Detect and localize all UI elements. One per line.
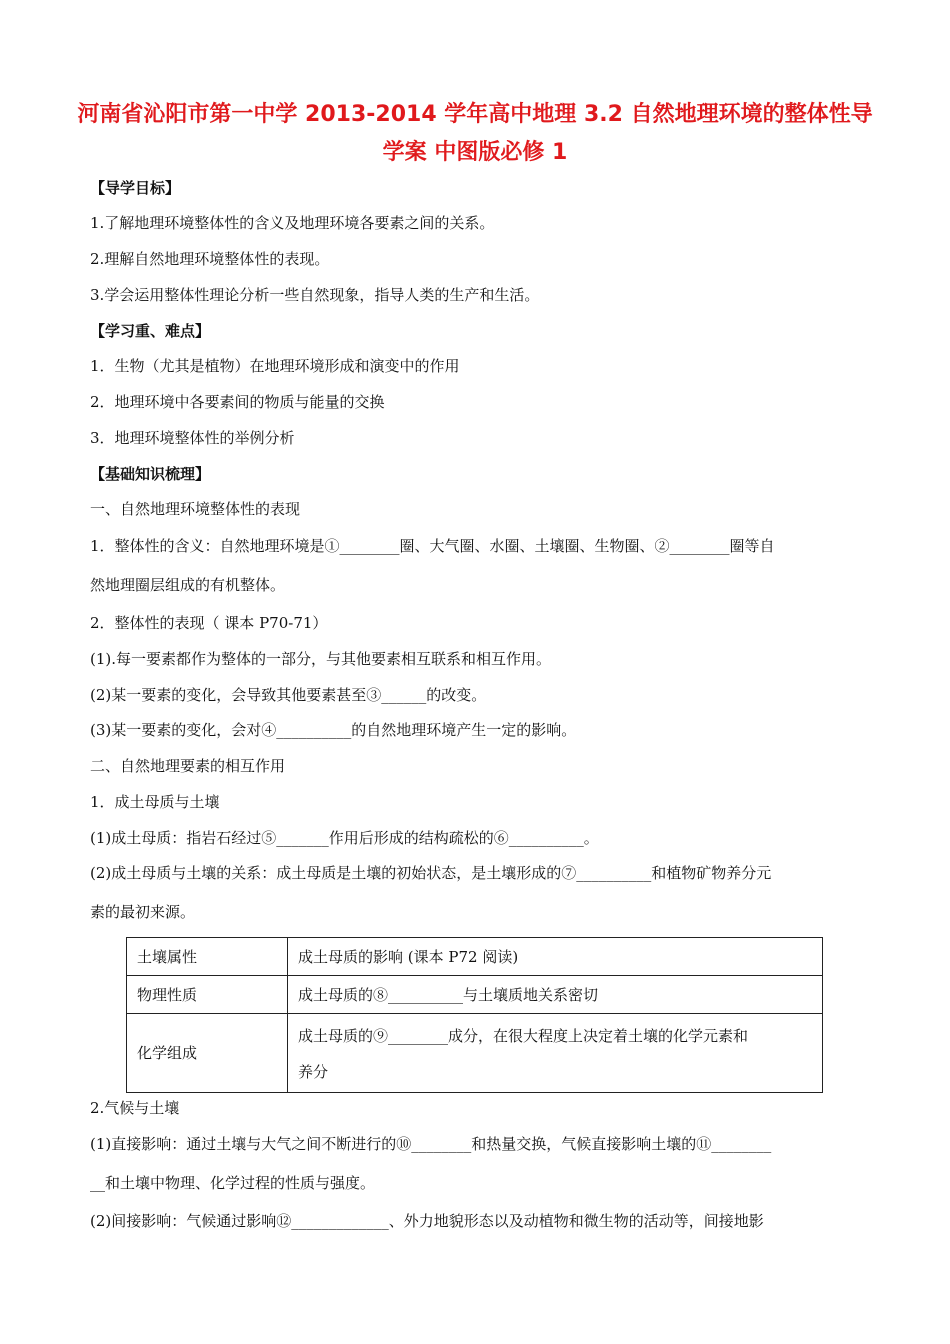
goal-item-2: 2.理解自然地理环境整体性的表现。 [90, 250, 330, 268]
part2-heading: 二、自然地理要素的相互作用 [90, 757, 286, 775]
focus-item-2: 2．地理环境中各要素间的物质与能量的交换 [90, 393, 385, 411]
part2-item-1-2-line2: 素的最初来源。 [90, 903, 196, 921]
table-header-cell: 土壤属性 [127, 938, 288, 976]
table-cell: 物理性质 [127, 976, 288, 1014]
table-row [127, 976, 823, 1014]
part2-subheading-2: 2.气候与土壤 [90, 1099, 180, 1117]
document-title-line2: 学案 中图版必修 1 [382, 140, 568, 165]
focus-heading: 【学习重、难点】 [90, 322, 211, 340]
part1-heading: 一、自然地理环境整体性的表现 [90, 500, 301, 518]
basics-heading: 【基础知识梳理】 [90, 465, 211, 483]
part1-definition-line2: 然地理圈层组成的有机整体。 [90, 576, 286, 594]
part1-definition-line1: 1．整体性的含义：自然地理环境是①________圈、大气圈、水圈、土壤圈、生物圈、②________圈等自 [90, 537, 775, 555]
part1-manifestation-1: (1).每一要素都作为整体的一部分，与其他要素相互联系和相互作用。 [90, 650, 552, 668]
document-title-line1: 河南省沁阳市第一中学 2013-2014 学年高中地理 3.2 自然地理环境的整体性导 [77, 102, 873, 127]
part2-item-2-1-line1: (1)直接影响：通过土壤与大气之间不断进行的⑩________和热量交换，气候直接影响土壤的⑪________ [90, 1135, 772, 1153]
table-cell-text-line1: 成土母质的⑨________成分，在很大程度上决定着土壤的化学元素和 [298, 1027, 749, 1045]
part2-item-1-2-line1: (2)成土母质与土壤的关系：成土母质是土壤的初始状态，是土壤形成的⑦__________和植物矿物养分元 [90, 864, 772, 882]
part1-manifestation-heading: 2．整体性的表现（ 课本 P70-71） [90, 614, 328, 632]
table-cell: 化学组成 [127, 1014, 288, 1093]
table-cell: 成土母质的⑧__________与土壤质地关系密切 [288, 976, 823, 1014]
table-row [127, 938, 823, 976]
part2-item-1-1: (1)成土母质：指岩石经过⑤_______作用后形成的结构疏松的⑥__________。 [90, 829, 599, 847]
part1-manifestation-2: (2)某一要素的变化，会导致其他要素甚至③______的改变。 [90, 686, 487, 704]
table-cell [288, 1014, 823, 1093]
part2-item-2-1-line2: __和土壤中物理、化学过程的性质与强度。 [90, 1174, 376, 1192]
focus-item-1: 1．生物（尤其是植物）在地理环境形成和演变中的作用 [90, 357, 460, 375]
table-header-cell: 成土母质的影响 (课本 P72 阅读) [288, 938, 823, 976]
goal-item-3: 3.学会运用整体性理论分析一些自然现象，指导人类的生产和生活。 [90, 286, 540, 304]
goal-item-1: 1.了解地理环境整体性的含义及地理环境各要素之间的关系。 [90, 214, 495, 232]
focus-item-3: 3．地理环境整体性的举例分析 [90, 429, 295, 447]
table-row [127, 1014, 823, 1093]
part1-manifestation-3: (3)某一要素的变化，会对④__________的自然地理环境产生一定的影响。 [90, 721, 577, 739]
soil-properties-table [126, 937, 823, 1093]
table-cell-text-line2: 养分 [298, 1063, 329, 1081]
part2-item-2-2-line1: (2)间接影响：气候通过影响⑫_____________、外力地貌形态以及动植物和微生物的活动等，间接地影 [90, 1212, 764, 1230]
part2-subheading-1: 1．成土母质与土壤 [90, 793, 220, 811]
goals-heading: 【导学目标】 [90, 179, 181, 197]
